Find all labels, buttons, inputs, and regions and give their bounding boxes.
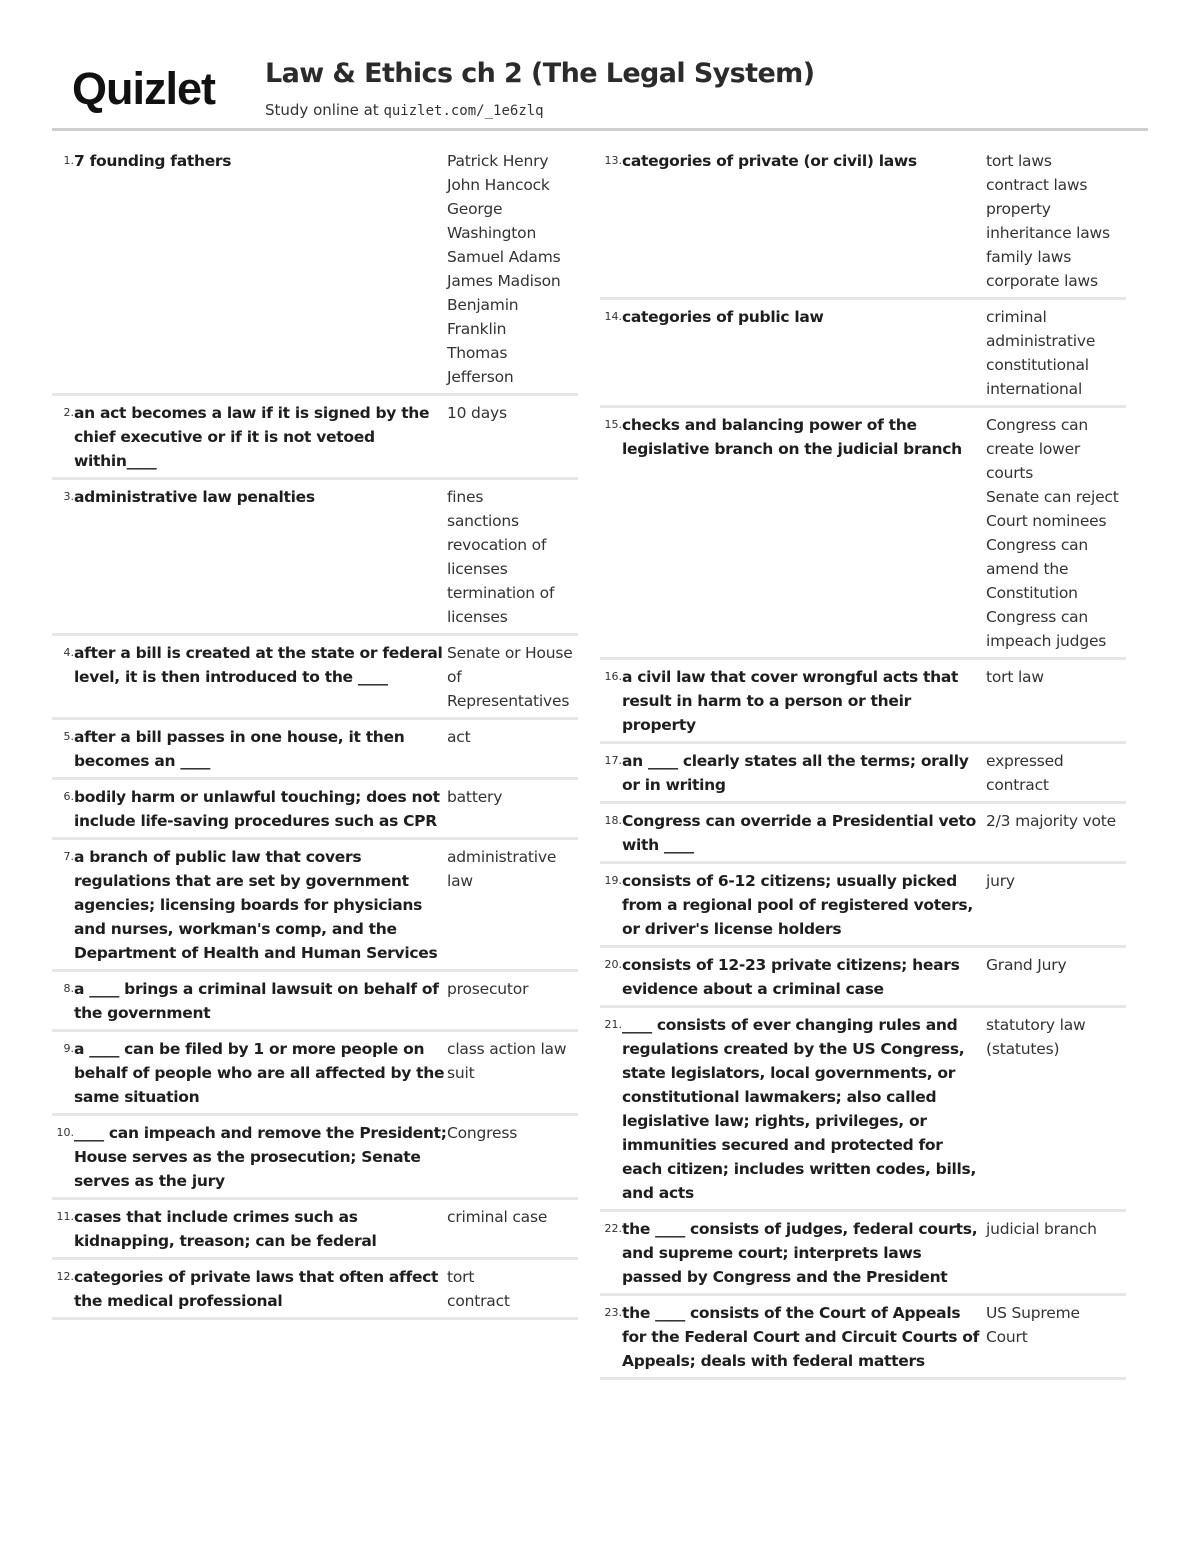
term-text: an ____ clearly states all the terms; orally or in writing [622,752,969,794]
term-definition: 10 days [447,404,507,422]
term-row [52,398,578,480]
term-row [600,146,1126,300]
term-number: 9. [63,1042,74,1055]
term-definition: Grand Jury [986,956,1067,974]
term-definition: statutory law (statutes) [986,1016,1086,1058]
term-text: consists of 12-23 private citizens; hears evidence about a criminal case [622,956,960,998]
term-number: 18. [604,814,622,827]
term-definition: Senate or House of Representatives [447,644,573,710]
term-text: a civil law that cover wrongful acts that result in harm to a person or their property [622,668,959,734]
term-row [600,302,1126,408]
term-text: Congress can override a Presidential veto with ____ [622,812,976,854]
term-definition: criminal administrative constitutional international [986,308,1096,398]
term-row [600,806,1126,864]
term-definition: prosecutor [447,980,529,998]
term-number: 4. [63,646,74,659]
term-row [52,146,578,396]
term-definition: jury [986,872,1015,890]
term-row [52,1202,578,1260]
term-row [600,1298,1126,1380]
term-text: an act becomes a law if it is signed by the chief executive or if it is not vetoed within____ [74,404,430,470]
term-text: categories of private (or civil) laws [622,152,917,170]
term-definition: class action law suit [447,1040,567,1082]
term-row [52,482,578,636]
term-definition: act [447,728,471,746]
term-row [52,638,578,720]
term-number: 5. [63,730,74,743]
term-definition: tort laws contract laws property inheritance laws family laws corporate laws [986,152,1110,290]
term-text: checks and balancing power of the legislative branch on the judicial branch [622,416,962,458]
term-text: categories of public law [622,308,824,326]
term-definition: judicial branch [986,1220,1097,1238]
term-row [600,746,1126,804]
term-number: 7. [63,850,74,863]
term-text: a ____ can be filed by 1 or more people on behalf of people who are all affected by the same situation [74,1040,445,1106]
term-number: 16. [604,670,622,683]
term-number: 3. [63,490,74,503]
term-number: 19. [604,874,622,887]
term-text: consists of 6-12 citizens; usually picked from a regional pool of registered voters, or driver's license holders [622,872,973,938]
term-text: the ____ consists of judges, federal courts, and supreme court; interprets laws passed by Congress and the President [622,1220,978,1286]
term-definition: criminal case [447,1208,548,1226]
term-number: 17. [604,754,622,767]
page-title: Law & Ethics ch 2 (The Legal System) [265,58,815,89]
term-row [52,842,578,972]
term-row [600,1010,1126,1212]
header-divider [52,128,1148,131]
term-definition: US Supreme Court [986,1304,1080,1346]
term-number: 11. [56,1210,74,1223]
term-definition: expressed contract [986,752,1064,794]
term-text: after a bill is created at the state or federal level, it is then introduced to the ____ [74,644,443,686]
term-row [52,974,578,1032]
term-text: ____ can impeach and remove the President; House serves as the prosecution; Senate serves as the jury [74,1124,447,1190]
term-number: 22. [604,1222,622,1235]
term-row [52,782,578,840]
page-header [52,48,1148,132]
term-row [600,410,1126,660]
page-subtitle [265,101,544,119]
term-text: 7 founding fathers [74,152,232,170]
term-definition: 2/3 majority vote [986,812,1116,830]
term-number: 23. [604,1306,622,1319]
right-term-column [600,146,1126,1382]
term-row [52,1118,578,1200]
term-number: 12. [56,1270,74,1283]
term-text: administrative law penalties [74,488,315,506]
term-definition: fines sanctions revocation of licenses termination of licenses [447,488,555,626]
term-number: 10. [56,1126,74,1139]
term-row [600,662,1126,744]
term-number: 2. [63,406,74,419]
term-definition: administrative law [447,848,557,890]
term-number: 8. [63,982,74,995]
term-definition: battery [447,788,503,806]
term-row [52,1034,578,1116]
subtitle-prefix: Study online at [265,101,384,119]
study-url-link[interactable]: quizlet.com/_1e6zlq [383,103,544,119]
term-number: 15. [604,418,622,431]
term-definition: tort contract [447,1268,510,1310]
term-text: after a bill passes in one house, it then becomes an ____ [74,728,405,770]
term-definition: tort law [986,668,1044,686]
term-text: cases that include crimes such as kidnapping, treason; can be federal [74,1208,377,1250]
term-row [600,950,1126,1008]
term-row [600,1214,1126,1296]
term-number: 13. [604,154,622,167]
term-text: a branch of public law that covers regulations that are set by government agencies; licensing boards for physicians and nurses, workman's comp, and the Department of Health and Human Services [74,848,438,962]
term-definition: Patrick Henry John Hancock George Washington Samuel Adams James Madison Benjamin Franklin Thomas Jefferson [447,152,561,386]
term-text: a ____ brings a criminal lawsuit on behalf of the government [74,980,439,1022]
term-definition: Congress can create lower courts Senate can reject Court nominees Congress can amend the Constitution Congress can impeach judges [986,416,1119,650]
term-definition: Congress [447,1124,518,1142]
term-text: ____ consists of ever changing rules and regulations created by the US Congress, state legislators, local governments, or constitutional lawmakers; also called legislative law; rights, privileges, or immunities secured and protected for each citizen; includes written codes, bills, and acts [622,1016,977,1202]
term-number: 21. [604,1018,622,1031]
left-term-column [52,146,578,1322]
term-number: 1. [63,154,74,167]
term-text: bodily harm or unlawful touching; does not include life-saving procedures such as CPR [74,788,440,830]
term-row [52,722,578,780]
quizlet-logo: Quizlet [72,63,216,114]
term-text: categories of private laws that often affect the medical professional [74,1268,439,1310]
term-text: the ____ consists of the Court of Appeals for the Federal Court and Circuit Courts of Appeals; deals with federal matters [622,1304,980,1370]
term-number: 20. [604,958,622,971]
term-row [52,1262,578,1320]
term-number: 6. [63,790,74,803]
term-number: 14. [604,310,622,323]
term-row [600,866,1126,948]
